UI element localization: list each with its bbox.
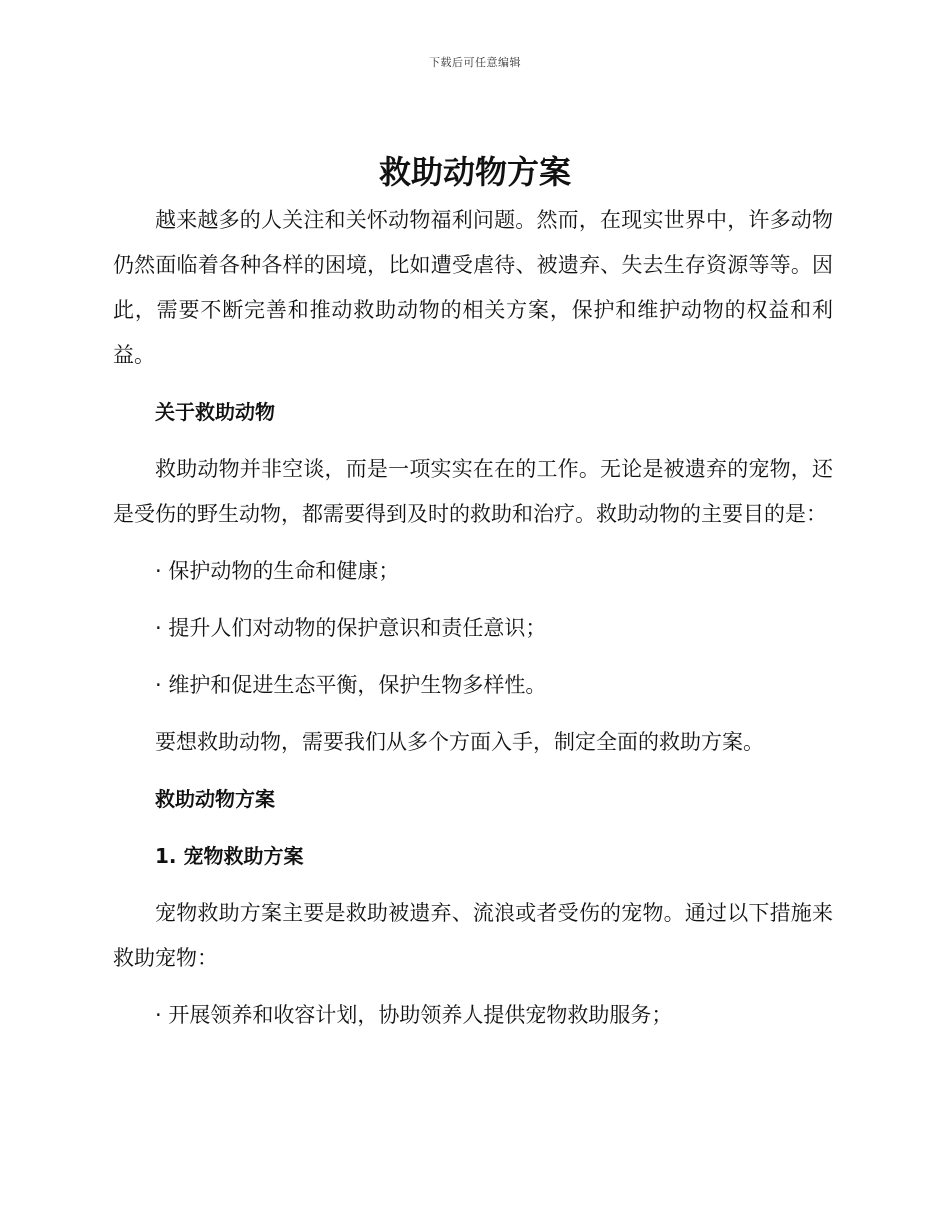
section-heading-plan: 救助动物方案 xyxy=(155,787,275,811)
document-body xyxy=(113,198,833,1038)
bullet-item: · 保护动物的生命和健康； xyxy=(155,559,400,583)
page-header: 下载后可任意编辑 xyxy=(429,56,521,69)
closing-paragraph: 要想救助动物，需要我们从多个方面入手，制定全面的救助方案。 xyxy=(155,730,764,754)
pet-rescue-paragraph: 宠物救助方案主要是救助被遗弃、流浪或者受伤的宠物。通过以下措施来救助宠物： xyxy=(113,901,833,970)
subheading-pet-rescue: 1. 宠物救助方案 xyxy=(155,844,304,868)
bullet-item: · 维护和促进生态平衡，保护生物多样性。 xyxy=(155,673,547,697)
document-title: 救助动物方案 xyxy=(378,153,571,191)
intro-paragraph: 越来越多的人关注和关怀动物福利问题。然而，在现实世界中，许多动物仍然面临着各种各样的困境，比如遭受虐待、被遗弃、失去生存资源等等。因此，需要不断完善和推动救助动物的相关方案，保护和维护动物的权益和利益。 xyxy=(113,208,833,367)
bullet-item: · 提升人们对动物的保护意识和责任意识； xyxy=(155,616,547,640)
section-heading-about: 关于救助动物 xyxy=(155,400,275,424)
bullet-item: · 开展领养和收容计划，协助领养人提供宠物救助服务； xyxy=(155,1003,673,1027)
about-paragraph: 救助动物并非空谈，而是一项实实在在的工作。无论是被遗弃的宠物，还是受伤的野生动物，都需要得到及时的救助和治疗。救助动物的主要目的是： xyxy=(113,457,833,526)
